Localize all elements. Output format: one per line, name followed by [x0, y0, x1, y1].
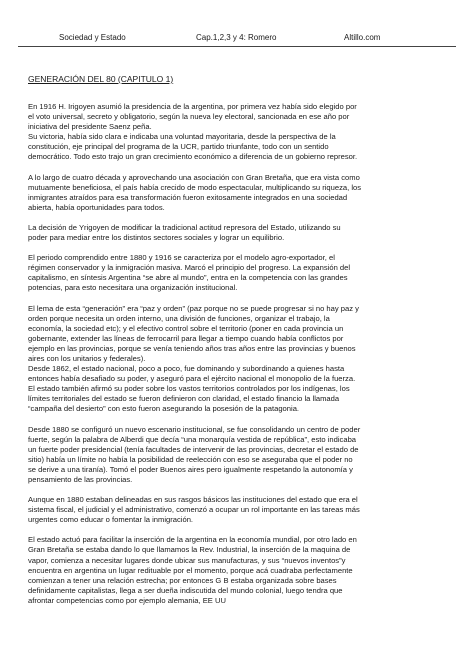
paragraph	[28, 495, 448, 525]
paragraph-line: se derive a una tiranía). Tomó el poder Buenos aires pero igualmente respetando la autonomía y	[28, 464, 353, 474]
paragraph-line: aires con los unitarios y federales).	[28, 353, 146, 363]
paragraph-line: urgentes como educar o fomentar la inmigración.	[28, 515, 194, 525]
paragraph-line: afrontar competencias como por ejemplo alemania, EE UU	[28, 595, 226, 605]
paragraph-line: un fuerte poder presidencial (tenía facultades de intervenir de las provincias, decretar el estado de	[28, 444, 359, 454]
paragraph	[28, 102, 448, 163]
paragraph	[28, 535, 448, 606]
paragraph-line: El estado también afirmó su poder sobre los vastos territorios controlados por los indígenas, los	[28, 384, 350, 394]
paragraph	[28, 223, 448, 243]
paragraph-line: poder para mediar entre los distintos sectores sociales y lograr un equilibrio.	[28, 233, 285, 243]
paragraph-line: Desde 1862, el estado nacional, poco a poco, fue dominando y subordinando a quienes hasta	[28, 364, 345, 374]
paragraph	[28, 304, 448, 365]
paragraph-line: Aunque en 1880 estaban delineadas en sus rasgos básicos las instituciones del estado que era el	[28, 495, 358, 505]
paragraph-line: ejemplo en las provincias, porque se venía teniendo años tras años entre las provincias y buenos	[28, 343, 356, 353]
paragraph-line: “campaña del desierto” con esto fueron asegurando la posesión de la patagonia.	[28, 404, 300, 414]
paragraph-line: En 1916 H. Irigoyen asumió la presidencia de la argentina, por primera vez había sido elegido por	[28, 102, 357, 111]
header-subject: Sociedad y Estado	[59, 33, 126, 42]
paragraph-line: pensamiento de las provincias.	[28, 475, 133, 484]
paragraph-line: El periodo comprendido entre 1880 y 1916 se caracteriza por el modelo agro-exportador, el	[28, 253, 335, 263]
paragraph-line: definidamente capitalistas, llega a ser dueña indiscutida del mundo colonial, luego tendra que	[28, 585, 343, 595]
paragraph-line: régimen conservador y la inmigración masiva. Marcó el principio del progreso. La expansión del	[28, 263, 351, 273]
paragraph-line: inmigrantes atraídos para esa transformación fueron exitosamente integrados en una sociedad	[28, 192, 348, 202]
header-source: Altillo.com	[344, 33, 381, 42]
paragraph-line: A lo largo de cuatro década y aprovechando una asociación con Gran Bretaña, que era vista como	[28, 172, 360, 182]
paragraph	[28, 364, 448, 414]
paragraph-line: Desde 1880 se configuró un nuevo escenario institucional, se fue consolidando un centro de poder	[28, 424, 361, 434]
paragraph	[28, 253, 448, 293]
paragraph-line: abierta, había oportunidades para todos.	[28, 202, 165, 212]
paragraph-line: iniciativa del presidente Saenz peña.	[28, 122, 152, 132]
paragraph-line: potencias, para esto necesitara una organización institucional.	[28, 283, 238, 293]
paragraph-line: democrático. Todo esto trajo un gran crecimiento económico a diferencia de un gobierno represor.	[28, 152, 358, 162]
paragraph-line: fuerte, según la palabra de Alberdi que decía “una monarquía vestida de república”, esto indicaba	[28, 434, 357, 444]
paragraph-line: encuentra en argentina un lugar redituable por el momento, porque acá cuadraba perfectamente	[28, 565, 353, 575]
paragraph-line: capitalismo, en síntesis Argentina “se abre al mundo”, entra en la competencia con las grandes	[28, 273, 348, 283]
paragraph-line: límites territoriales del estado se fueron definieron con claridad, el estado financio la llamada	[28, 394, 340, 404]
paragraph-line: sitio) había un límite no había la posibilidad de reelección con eso se aseguraba que el poder no	[28, 454, 353, 464]
header-divider	[18, 46, 456, 47]
paragraph-line: gobernante, extender las líneas de ferrocarril para llegar a tiempo cuando había conflictos por	[28, 333, 344, 343]
paragraph-line: orden porque necesita un orden interno, una división de funciones, organizar el trabajo, la	[28, 313, 330, 323]
paragraph	[28, 425, 448, 486]
paragraph-line: El lema de esta “generación” era “paz y orden” (paz porque no se puede progresar si no hay paz y	[28, 303, 359, 313]
paragraph-line: sistema fiscal, el judicial y el administrativo, comenzó a ocupar un rol importante en las tareas más	[28, 505, 360, 515]
paragraph-line: El estado actuó para facilitar la inserción de la argentina en la economía mundial, por otro lado en	[28, 535, 357, 545]
document-body	[28, 74, 448, 616]
paragraph-line: el voto universal, secreto y obligatorio, según la nueva ley electoral, sancionada en ese año por	[28, 112, 350, 122]
header-chapter: Cap.1,2,3 y 4: Romero	[196, 33, 277, 42]
paragraph-line: La decisión de Yrigoyen de modificar la tradicional actitud represora del Estado, utilizando su	[28, 222, 341, 232]
paragraph-line: Su victoria, había sido clara e indicaba una voluntad mayoritaria, desde la perspectiva de la	[28, 132, 336, 142]
paragraph-line: vapor, comienza a necesitar lugares donde ubicar sus manufacturas, y sus “nuevos inventos”y	[28, 555, 346, 565]
page-header	[18, 32, 456, 46]
paragraph	[28, 173, 448, 213]
paragraph-line: comienzan a tener una relación estrecha; por entonces G B estaba organizada sobre bases	[28, 575, 337, 585]
paragraph-line: economía, la sociedad etc); y el efectivo control sobre el territorio (poner en cada provincia un	[28, 323, 344, 333]
paragraph-line: mutuamente beneficiosa, el país había crecido de modo espectacular, multiplicando su riqueza, los	[28, 182, 362, 192]
paragraph-line: entonces había desafiado su poder, y aseguró para el ejército nacional el monopolio de la fuerza.	[28, 374, 356, 384]
paragraph-line: Gran Bretaña se estaba dando lo que llamamos la Rev. Industrial, la inserción de la maquina de	[28, 545, 351, 555]
paragraph-list	[28, 102, 448, 606]
section-title: GENERACIÓN DEL 80 (CAPITULO 1)	[28, 74, 174, 84]
paragraph-line: constitución, eje principal del programa de la UCR, partido triunfante, todo con un sentido	[28, 142, 329, 152]
